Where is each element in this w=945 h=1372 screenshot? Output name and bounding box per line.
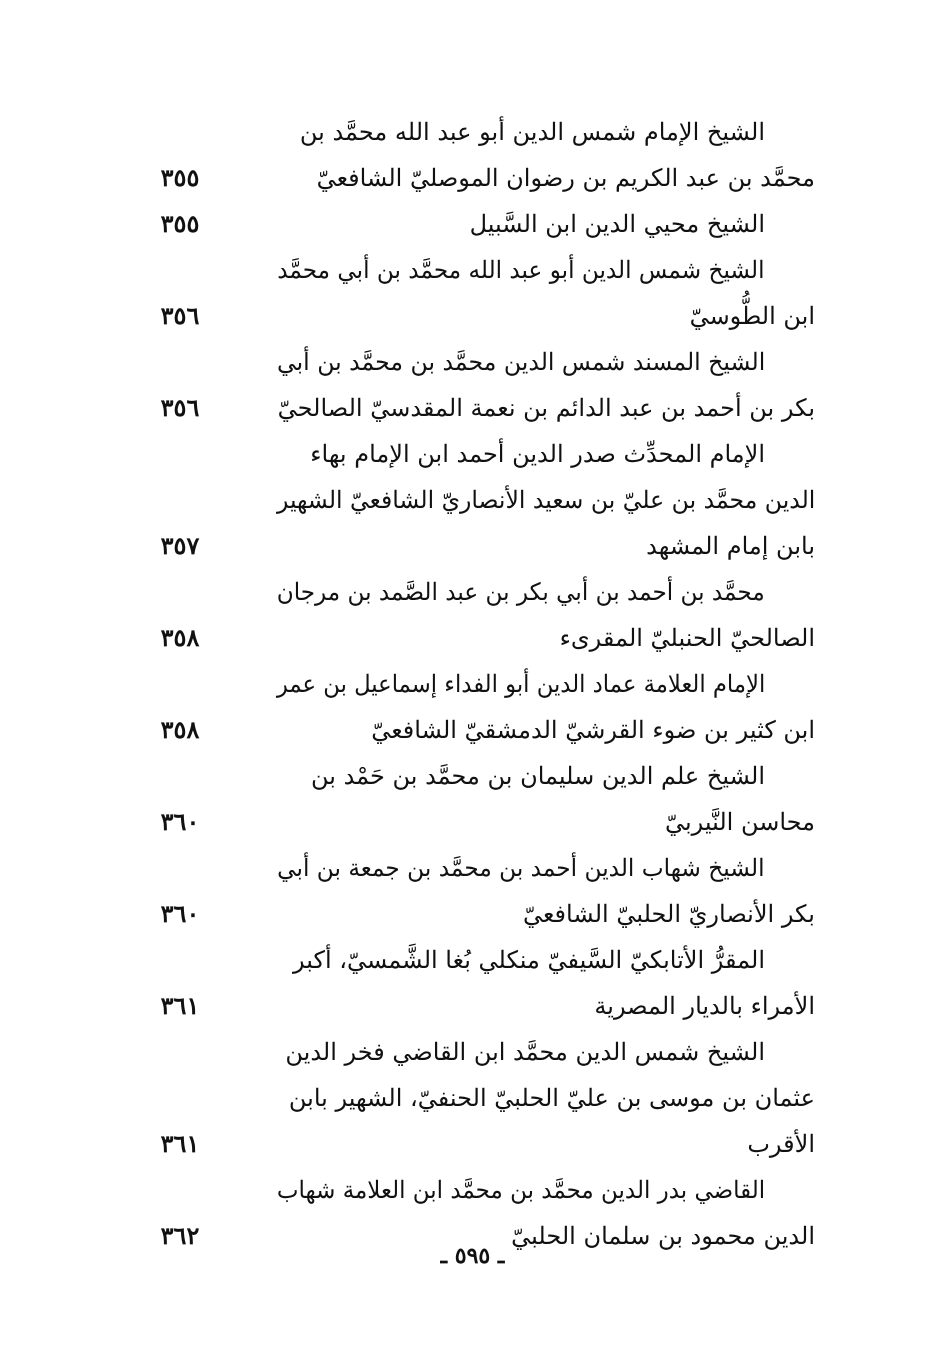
toc-page-number: ٣٦٢ xyxy=(160,1221,200,1250)
toc-entry-title-continued: الصالحيّ الحنبليّ المقرىء xyxy=(559,624,815,652)
toc-page-number: ٣٥٦ xyxy=(160,393,200,422)
toc-entry-title: الشيخ المسند شمس الدين محمَّد بن محمَّد بن أبي xyxy=(276,348,765,376)
toc-entry-title: المقرُّ الأتابكيّ السَّيفيّ منكلي بُغا الشَّمسيّ، أكبر xyxy=(293,946,765,974)
toc-entry-title-continued: عثمان بن موسى بن عليّ الحلبيّ الحنفيّ، الشهير بابن xyxy=(288,1084,815,1112)
toc-page-number: ٣٥٨ xyxy=(160,623,200,652)
toc-entry-title: الإمام المحدِّث صدر الدين أحمد ابن الإمام بهاء xyxy=(310,440,765,468)
toc-page-number: ٣٦١ xyxy=(160,1129,200,1158)
toc-page-number: ٣٦١ xyxy=(160,991,200,1020)
toc-entry-title: القاضي بدر الدين محمَّد بن محمَّد ابن العلامة شهاب xyxy=(276,1176,765,1204)
toc-entry-title-continued: بابن إمام المشهد xyxy=(646,532,815,560)
toc-entry-title: الإمام العلامة عماد الدين أبو الفداء إسماعيل بن عمر xyxy=(276,670,765,698)
toc-entry-title: الشيخ محيي الدين ابن السَّبيل xyxy=(469,210,765,238)
toc-page-number: ٣٥٥ xyxy=(160,163,200,192)
toc-entry-title: الشيخ شهاب الدين أحمد بن محمَّد بن جمعة بن أبي xyxy=(277,854,765,882)
toc-entry-title-continued: ابن كثير بن ضوء القرشيّ الدمشقيّ الشافعيّ xyxy=(371,716,815,744)
toc-entry-title: الشيخ الإمام شمس الدين أبو عبد الله محمَّد بن xyxy=(299,118,765,146)
toc-entry-title: الشيخ شمس الدين أبو عبد الله محمَّد بن أبي محمَّد xyxy=(277,256,765,284)
toc-page-number: ٣٥٦ xyxy=(160,301,200,330)
toc-page-number: ٣٦٠ xyxy=(160,899,200,928)
toc-entry-title-continued: الدين محمَّد بن عليّ بن سعيد الأنصاريّ الشافعيّ الشهير xyxy=(276,486,815,514)
toc-page-number: ٣٥٨ xyxy=(160,715,200,744)
toc-entry-title-continued: الأمراء بالديار المصرية xyxy=(594,992,815,1020)
toc-entry-title-continued: ابن الطُّوسيّ xyxy=(689,302,815,330)
toc-page-number: ٣٦٠ xyxy=(160,807,200,836)
toc-entry-title-continued: محمَّد بن عبد الكريم بن رضوان الموصليّ الشافعيّ xyxy=(316,164,815,192)
page-number-footer: ـ ٥٩٥ ـ xyxy=(440,1243,505,1269)
toc-entry-title-continued: الأقرب xyxy=(747,1130,815,1158)
toc-page-number: ٣٥٥ xyxy=(160,209,200,238)
toc-entry-title-continued: محاسن النَّيربيّ xyxy=(664,808,815,836)
toc-entry-title: الشيخ شمس الدين محمَّد ابن القاضي فخر الدين xyxy=(285,1038,765,1066)
toc-page-number: ٣٥٧ xyxy=(160,531,200,560)
toc-entry-title: الشيخ علم الدين سليمان بن محمَّد بن حَمْد بن xyxy=(310,762,765,790)
toc-entry-title-continued: بكر بن أحمد بن عبد الدائم بن نعمة المقدسيّ الصالحيّ xyxy=(277,394,815,422)
toc-entry-title: محمَّد بن أحمد بن أبي بكر بن عبد الصَّمد بن مرجان xyxy=(277,578,765,606)
toc-entry-title-continued: بكر الأنصاريّ الحلبيّ الشافعيّ xyxy=(522,900,815,928)
toc-entry-title-continued: الدين محمود بن سلمان الحلبيّ xyxy=(511,1222,815,1250)
